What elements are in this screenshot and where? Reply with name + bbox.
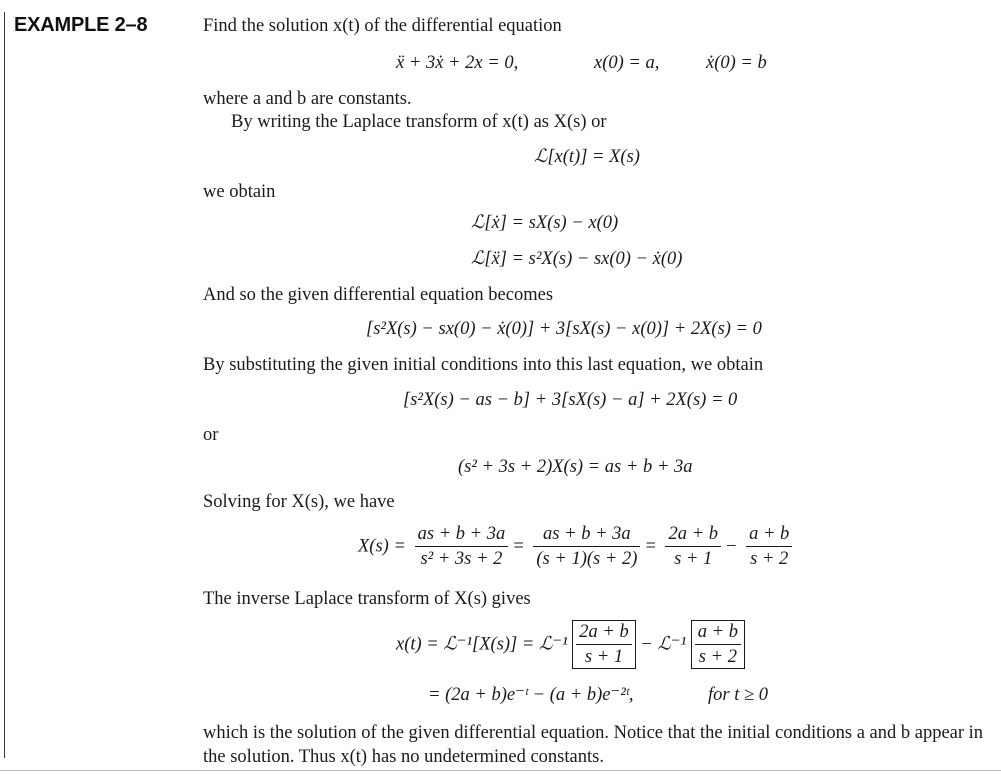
margin-rule (4, 12, 5, 758)
fraction-3 (665, 523, 720, 570)
inverse-fraction-2-denominator: s + 2 (698, 647, 737, 668)
inverse-fraction-1 (576, 621, 631, 668)
inverse-fraction-1-numerator: 2a + b (576, 621, 631, 645)
fraction-2-numerator: as + b + 3a (533, 523, 640, 547)
transformed-equation: [s²X(s) − sx(0) − ẋ(0)] + 3[sX(s) − x(0)] + 2X(s) = 0 (366, 319, 762, 339)
fraction-2 (533, 523, 640, 570)
laplace-first-derivative: ℒ[ẋ] = sX(s) − x(0) (471, 213, 619, 233)
inverse-fraction-2-numerator: a + b (695, 621, 741, 645)
xs-lhs: X(s) = (358, 536, 406, 557)
inverse-minus: − ℒ⁻¹ (640, 634, 687, 655)
fraction-4-numerator: a + b (746, 523, 792, 547)
example-label: EXAMPLE 2–8 (14, 14, 148, 36)
fraction-4-denominator: s + 2 (750, 549, 789, 570)
inverse-text: The inverse Laplace transform of X(s) gives (203, 589, 531, 609)
fraction-4 (746, 523, 792, 570)
inverse-laplace-equation (396, 620, 745, 669)
result-condition: for t ≥ 0 (708, 685, 769, 705)
fraction-1 (415, 523, 509, 570)
bottom-rule (0, 770, 1001, 771)
we-obtain-text: we obtain (203, 182, 276, 202)
xt-lhs: x(t) = ℒ⁻¹[X(s)] = ℒ⁻¹ (396, 634, 568, 655)
differential-equation: ẍ + 3ẋ + 2x = 0, (396, 53, 519, 73)
solving-text: Solving for X(s), we have (203, 492, 395, 512)
initial-condition-x0: x(0) = a, (594, 53, 660, 73)
fraction-2-denominator: (s + 1)(s + 2) (536, 549, 638, 570)
xs-solution: X(s) = $\frac{as + b + 3a}{\text{s² + 3s + 2}}$ = $\frac{as + b + 3a}{(s + 1)(s + 2)}$ = $\frac{2a + b}{s + 1}$ − $\frac{a + b}{s + 2}$ (358, 523, 796, 570)
inverse-bracket-1 (572, 620, 635, 669)
result-equation: = (2a + b)e⁻ᵗ − (a + b)e⁻²ᵗ, (428, 685, 634, 705)
or-text: or (203, 425, 219, 445)
laplace-definition: ℒ[x(t)] = X(s) (534, 147, 640, 167)
inverse-bracket-2 (691, 620, 745, 669)
inverse-fraction-1-denominator: s + 1 (584, 647, 624, 668)
collected-equation: (s² + 3s + 2)X(s) = as + b + 3a (458, 457, 693, 477)
substituting-text: By substituting the given initial conditions into this last equation, we obtain (203, 355, 764, 375)
becomes-text: And so the given differential equation becomes (203, 285, 554, 305)
conclusion-text: which is the solution of the given differential equation. Notice that the initial conditions a and b appear in the solution. Thus x(t) has no undetermined constants. (203, 723, 984, 767)
substituted-equation: [s²X(s) − as − b] + 3[sX(s) − a] + 2X(s) = 0 (403, 390, 738, 410)
fraction-3-denominator: s + 1 (674, 549, 713, 570)
inverse-fraction-2 (695, 621, 741, 668)
intro-text: Find the solution x(t) of the differential equation (203, 16, 562, 36)
fraction-3-numerator: 2a + b (665, 523, 720, 547)
where-text: where a and b are constants. (203, 89, 412, 109)
laplace-intro-text: By writing the Laplace transform of x(t) as X(s) or (231, 112, 607, 132)
fraction-1-denominator: s² + 3s + 2 (420, 549, 503, 570)
initial-condition-xdot0: ẋ(0) = b (706, 53, 767, 73)
laplace-second-derivative: ℒ[ẍ] = s²X(s) − sx(0) − ẋ(0) (471, 249, 683, 269)
fraction-1-numerator: as + b + 3a (415, 523, 509, 547)
